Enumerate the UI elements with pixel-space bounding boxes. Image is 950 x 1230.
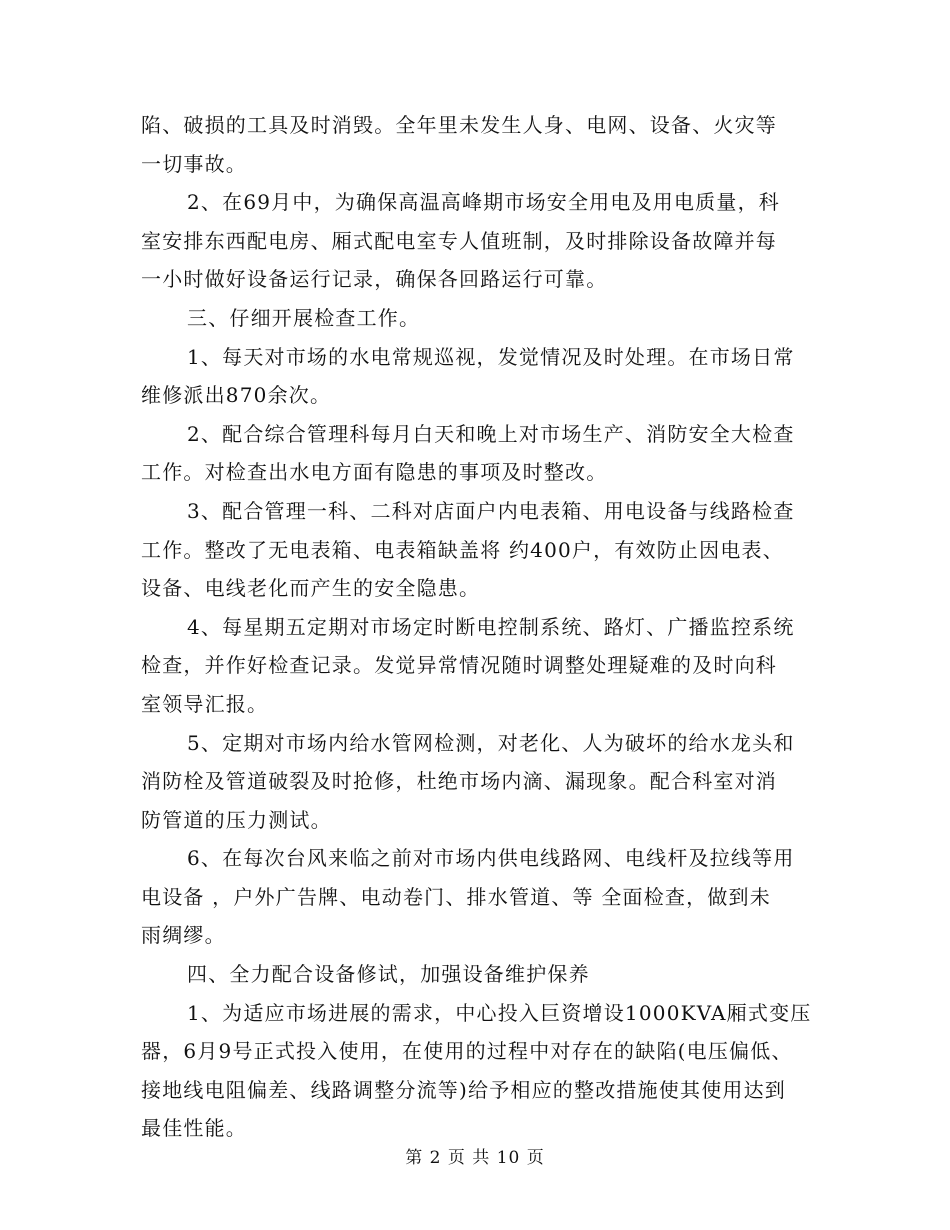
text-line: 2、在69月中，为确保高温高峰期市场安全用电及用电质量，科 [187, 190, 780, 215]
text-line: 2、配合综合管理科每月白天和晚上对市场生产、消防安全大检查 [187, 421, 795, 446]
text-line: 维修派出870余次。 [141, 383, 332, 408]
section-heading: 三、仔细开展检查工作。 [187, 305, 421, 330]
text-line: 消防栓及管道破裂及时抢修，杜绝市场内滴、漏现象。配合科室对消 [141, 769, 777, 794]
text-line: 6、在每次台风来临之前对市场内供电线路网、电线杆及拉线等用 [187, 846, 795, 871]
text-line: 室安排东西配电房、厢式配电室专人值班制，及时排除设备故障并每 [141, 228, 777, 253]
document-body [141, 106, 812, 1148]
text-line: 室领导汇报。 [141, 691, 269, 716]
text-line: 陷、破损的工具及时消毁。全年里未发生人身、电网、设备、火灾等 [141, 113, 777, 137]
text-line: 最佳性能。 [141, 1116, 247, 1141]
text-line: 防管道的压力测试。 [141, 807, 332, 832]
text-line: 1、每天对市场的水电常规巡视，发觉情况及时处理。在市场日常 [187, 344, 795, 369]
text-line: 4、每星期五定期对市场定时断电控制系统、路灯、广播监控系统 [187, 614, 795, 639]
text-line: 3、配合管理一科、二科对店面户内电表箱、用电设备与线路检查 [187, 498, 795, 523]
text-line: 接地线电阻偏差、线路调整分流等)给予相应的整改措施使其使用达到 [141, 1077, 787, 1102]
text-line: 1、为适应市场进展的需求，中心投入巨资增设1000KVA厢式变压 [187, 1000, 812, 1025]
text-line: 设备、电线老化而产生的安全隐患。 [141, 576, 481, 601]
text-line: 工作。对检查出水电方面有隐患的事项及时整改。 [141, 460, 608, 485]
page-number-footer: 第 2 页 共 10 页 [405, 1148, 545, 1168]
text-line: 电设备 ，户外广告牌、电动卷门、排水管道、等 全面检查，做到未 [141, 884, 771, 909]
text-line: 一切事故。 [141, 151, 247, 176]
text-line: 5、定期对市场内给水管网检测，对老化、人为破坏的给水龙头和 [187, 730, 795, 755]
text-line: 工作。整改了无电表箱、电表箱缺盖将 约400户，有效防止因电表、 [141, 537, 784, 562]
section-heading: 四、全力配合设备修试，加强设备维护保养 [187, 962, 590, 987]
text-line: 器，6月9号正式投入使用，在使用的过程中对存在的缺陷(电压偏低、 [141, 1039, 793, 1064]
text-line: 雨绸缪。 [141, 923, 226, 948]
text-line: 检查，并作好检查记录。发觉异常情况随时调整处理疑难的及时向科 [141, 653, 777, 678]
text-line: 一小时做好设备运行记录，确保各回路运行可靠。 [141, 267, 608, 292]
